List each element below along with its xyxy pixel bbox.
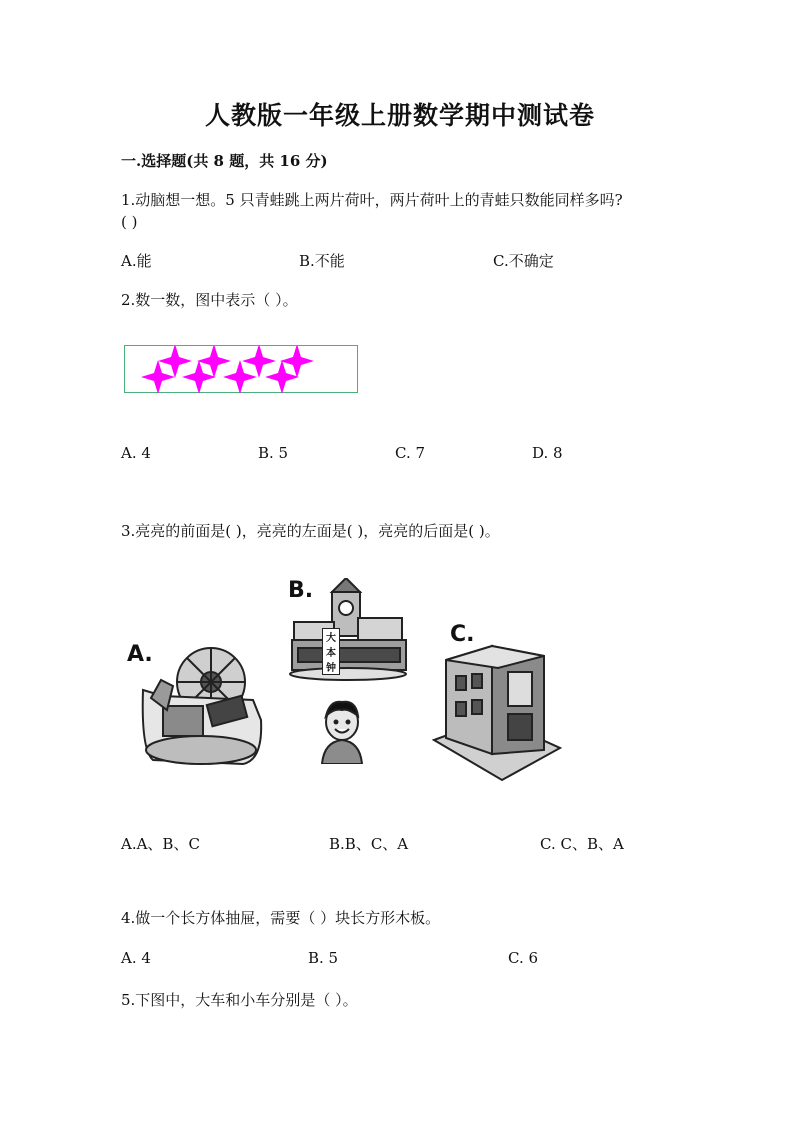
q4-option-a[interactable]: A. 4 xyxy=(121,949,151,967)
picture-b-label: B. xyxy=(288,578,314,603)
picture-a-label: A. xyxy=(127,642,153,667)
section-heading: 一.选择题(共 8 题，共 16 分) xyxy=(121,152,328,170)
building-drawing xyxy=(288,578,410,682)
star-icon xyxy=(158,346,192,378)
page-title: 人教版一年级上册数学期中测试卷 xyxy=(204,101,595,130)
q1-option-b[interactable]: B.不能 xyxy=(299,252,345,270)
stars-figure xyxy=(124,345,358,393)
star-group xyxy=(141,346,314,394)
playground-drawing xyxy=(133,640,273,776)
q1-option-c[interactable]: C.不确定 xyxy=(493,252,554,270)
star-icon xyxy=(242,346,276,378)
q2-option-c[interactable]: C. 7 xyxy=(395,444,426,462)
stars-svg xyxy=(125,346,359,394)
q3-option-c[interactable]: C. C、B、A xyxy=(540,835,624,853)
question-4-text: 4.做一个长方体抽屉，需要（ ）块长方形木板。 xyxy=(121,909,441,927)
q3-option-b[interactable]: B.B、C、A xyxy=(329,835,409,853)
boy-liangliang xyxy=(318,698,366,768)
building-sign: 大本钟 xyxy=(322,628,340,675)
q1-option-a[interactable]: A.能 xyxy=(121,252,152,270)
q2-option-b[interactable]: B. 5 xyxy=(258,444,289,462)
question-5-text: 5.下图中，大车和小车分别是（ ）。 xyxy=(121,991,358,1009)
tower-drawing xyxy=(432,622,562,782)
picture-c-label: C. xyxy=(450,622,475,647)
q3-option-a[interactable]: A.A、B、C xyxy=(121,835,200,853)
question-2-text: 2.数一数，图中表示（ ）。 xyxy=(121,291,298,309)
question-1-text: 1.动脑想一想。5 只青蛙跳上两片荷叶，两片荷叶上的青蛙只数能同样多吗? xyxy=(121,191,623,209)
question-3-text: 3.亮亮的前面是( )，亮亮的左面是( )，亮亮的后面是( )。 xyxy=(121,522,500,540)
star-icon xyxy=(223,360,257,394)
q2-option-d[interactable]: D. 8 xyxy=(532,444,563,462)
q4-option-c[interactable]: C. 6 xyxy=(508,949,539,967)
star-icon xyxy=(141,360,175,394)
q4-option-b[interactable]: B. 5 xyxy=(308,949,339,967)
question-1-blank: ( ) xyxy=(121,213,138,231)
q2-option-a[interactable]: A. 4 xyxy=(121,444,151,462)
boy-drawing xyxy=(318,698,366,764)
